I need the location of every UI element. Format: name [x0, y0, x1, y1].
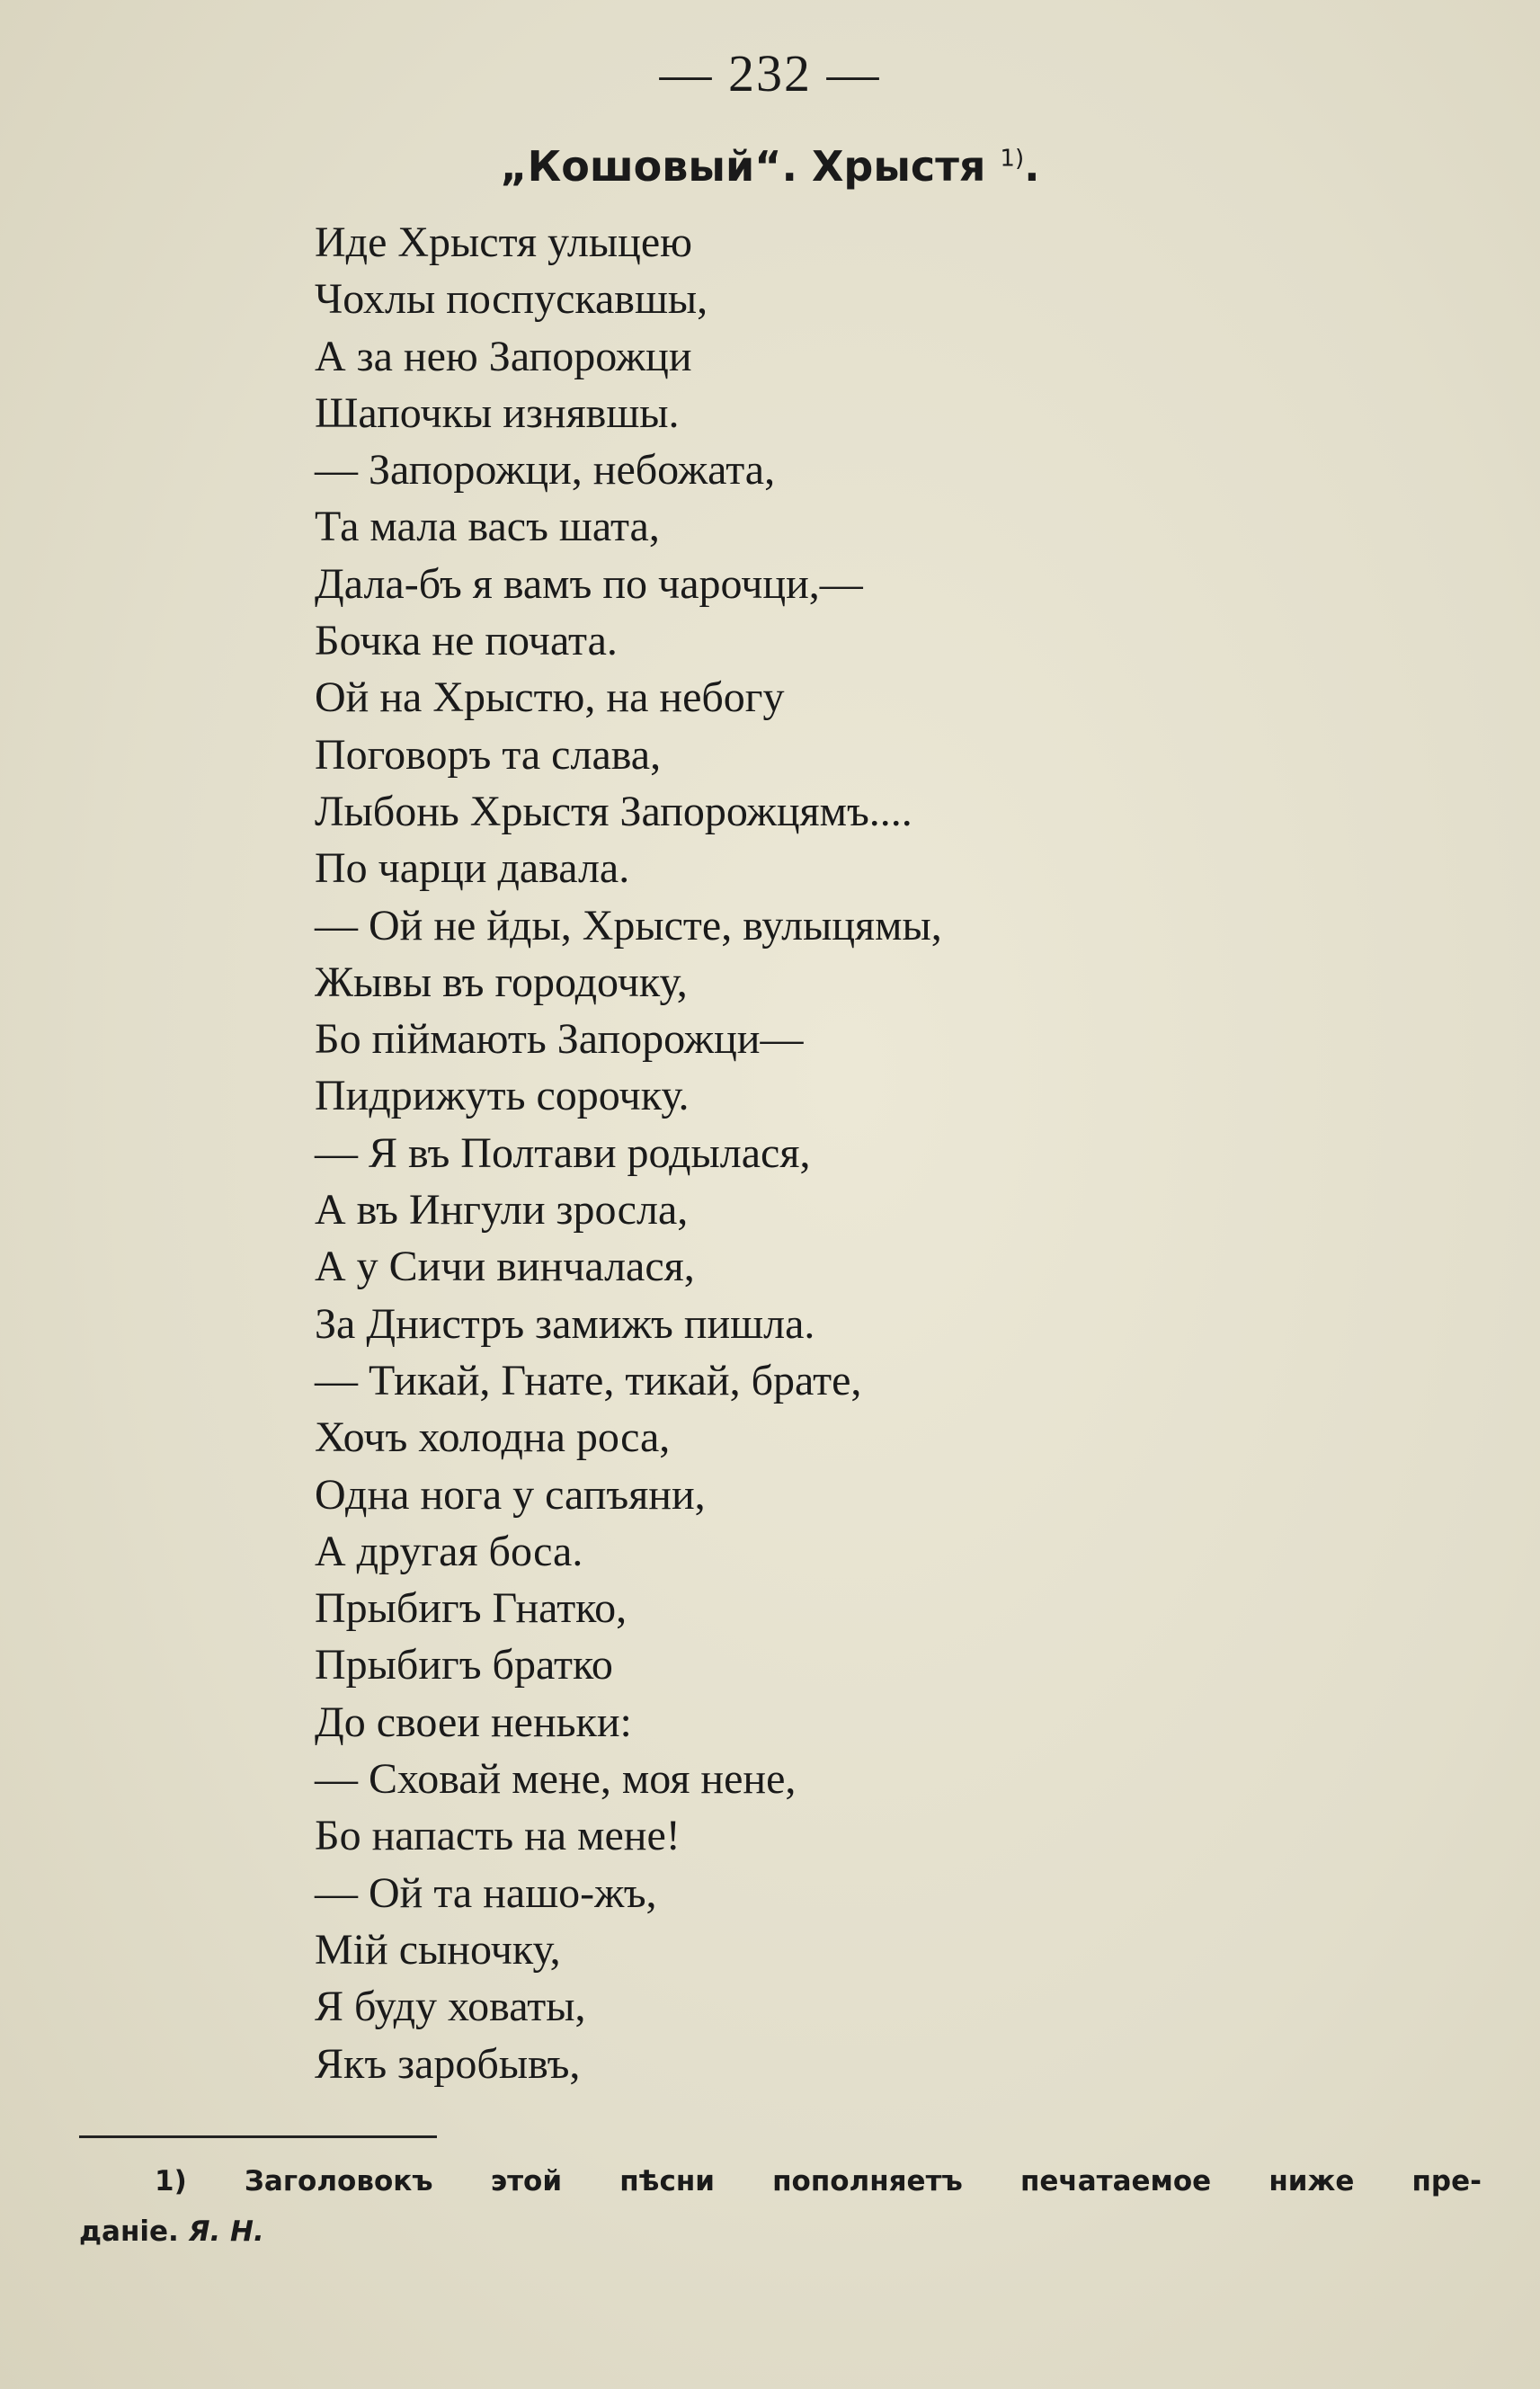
verse-line: По чарци давала.: [315, 844, 630, 893]
title-footnote-mark: 1): [1000, 145, 1025, 173]
footnote-line-1: [79, 2156, 1482, 2206]
verse-line: Ой на Хрыстю, на небогу: [315, 673, 785, 722]
verse-line: Я буду ховаты,: [315, 1983, 586, 2031]
verse-line: Чохлы поспускавшы,: [315, 275, 708, 324]
verse-line: А въ Ингули зросла,: [315, 1186, 689, 1235]
verse-line: — Запорожци, небожата,: [315, 446, 776, 495]
verse-line: Бо напасть на мене!: [315, 1812, 681, 1860]
verse-line: Хочъ холодна роса,: [315, 1413, 671, 1462]
verse-line: — Я въ Полтави родылася,: [315, 1128, 811, 1177]
poem-title: [0, 142, 1540, 191]
poem-verse: [315, 214, 1483, 2092]
footnote-mark: 1): [155, 2165, 187, 2197]
footnote-divider: [79, 2135, 437, 2138]
verse-line: За Днистръ замижъ пишла.: [315, 1299, 815, 1348]
verse-line: А другая боса.: [315, 1527, 583, 1575]
verse-line: А за нею Запорожци: [315, 332, 692, 380]
verse-line: Мій сыночку,: [315, 1925, 561, 1974]
verse-line: Прыбигъ братко: [315, 1641, 613, 1689]
verse-line: — Ой та нашо-жъ,: [315, 1868, 657, 1917]
verse-line: Жывы въ городочку,: [315, 958, 688, 1006]
footnote-text-1: Заголовокъ этой пѣсни пополняетъ печатаемое ниже пре-: [244, 2165, 1482, 2197]
verse-line: Пидрижуть сорочку.: [315, 1072, 690, 1120]
title-closing: .: [1024, 142, 1040, 191]
verse-line: А у Сичи винчалася,: [315, 1243, 695, 1291]
verse-line: — Ой не йды, Хрысте, вулыцямы,: [315, 901, 942, 949]
footnote-line-2: [79, 2206, 1482, 2257]
verse-line: Бо піймають Запорожци—: [315, 1015, 804, 1064]
verse-line: Дала-бъ я вамъ по чарочци,—: [315, 559, 863, 608]
footnote-text-2: даніе.: [79, 2215, 179, 2248]
verse-line: Прыбигъ Гнатко,: [315, 1584, 628, 1633]
verse-line: Бочка не почата.: [315, 617, 618, 665]
footnote: [79, 2156, 1482, 2257]
page-number: — 232 —: [659, 44, 881, 103]
verse-line: — Тикай, Гнате, тикай, брате,: [315, 1356, 862, 1404]
verse-line: — Сховай мене, моя нене,: [315, 1755, 797, 1804]
verse-line: До своеи неньки:: [315, 1698, 632, 1746]
verse-line: Лыбонь Хрыстя Запорожцямъ....: [315, 787, 912, 835]
verse-line: Иде Хрыстя улыцею: [315, 218, 692, 266]
verse-line: Якъ заробывъ,: [315, 2039, 581, 2088]
verse-line: Одна нога у сапъяни,: [315, 1470, 706, 1519]
poem-title-text: „Кошовый“. Хрыстя: [500, 142, 986, 191]
verse-line: Шапочкы изнявшы.: [315, 388, 680, 437]
verse-line: Поговоръ та слава,: [315, 730, 662, 779]
footnote-signature: Я. Н.: [188, 2215, 264, 2248]
verse-line: Та мала васъ шата,: [315, 503, 660, 551]
